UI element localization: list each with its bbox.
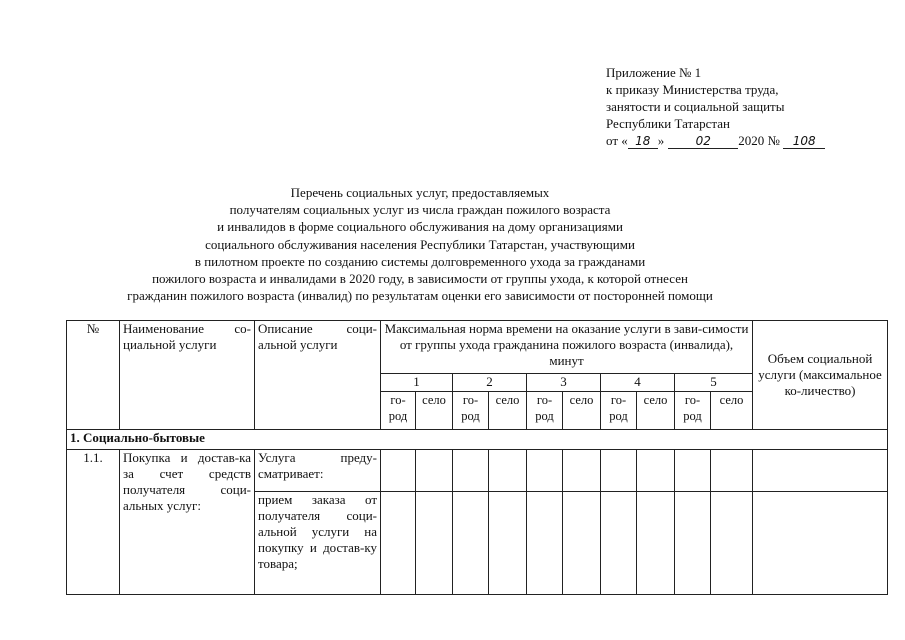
empty-cell <box>563 450 601 492</box>
village-header: село <box>489 392 527 430</box>
city-header: го-род <box>381 392 416 430</box>
empty-cell <box>637 450 675 492</box>
empty-cell <box>381 450 416 492</box>
city-header: го-род <box>675 392 711 430</box>
header-max-norm: Максимальная норма времени на оказание услуги в зави-симости от группы ухода гражданина пожилого возраста (инвалида), минут <box>381 321 753 374</box>
date-day: 18 <box>628 135 658 149</box>
group-4: 4 <box>601 374 675 392</box>
empty-cell <box>527 450 563 492</box>
document-title <box>100 184 740 304</box>
empty-cell <box>489 492 527 595</box>
village-header: село <box>416 392 453 430</box>
empty-cell <box>527 492 563 595</box>
header-description: Описание соци-альной услуги <box>255 321 381 430</box>
date-month: 02 <box>668 135 738 149</box>
group-1: 1 <box>381 374 453 392</box>
empty-cell <box>753 450 888 492</box>
header-service-name: Наименование со-циальной услуги <box>120 321 255 430</box>
title-line: Перечень социальных услуг, предоставляемых <box>290 185 550 200</box>
empty-cell <box>601 492 637 595</box>
row-description-intro: Услуга преду-сматривает: <box>255 450 381 492</box>
empty-cell <box>711 492 753 595</box>
appendix-line-4: Республики Татарстан <box>606 116 730 131</box>
empty-cell <box>416 492 453 595</box>
title-line: в пилотном проекте по созданию системы долговременного ухода за гражданами <box>194 253 646 269</box>
date-prefix: от « <box>606 133 628 148</box>
table-row <box>67 450 888 492</box>
appendix-block <box>606 64 825 149</box>
appendix-date-line <box>606 132 825 149</box>
empty-cell <box>675 450 711 492</box>
appendix-line-3: занятости и социальной защиты <box>606 99 785 114</box>
row-service-name: Покупка и достав-ка за счет средств получателя соци-альных услуг: <box>120 450 255 595</box>
empty-cell <box>675 492 711 595</box>
city-header: го-род <box>601 392 637 430</box>
title-line: пожилого возраста и инвалидами в 2020 году, в зависимости от группы ухода, к которой отнесен <box>152 271 688 287</box>
empty-cell <box>601 450 637 492</box>
empty-cell <box>453 492 489 595</box>
empty-cell <box>416 450 453 492</box>
date-year: 2020 № <box>738 133 780 148</box>
empty-cell <box>711 450 753 492</box>
title-line: получателям социальных услуг из числа граждан пожилого возраста <box>229 202 611 218</box>
empty-cell <box>489 450 527 492</box>
header-num: № <box>67 321 120 430</box>
section-title: 1. Социально-бытовые <box>67 430 888 450</box>
order-number: 108 <box>783 135 825 149</box>
group-3: 3 <box>527 374 601 392</box>
appendix-line-2: к приказу Министерства труда, <box>606 82 779 97</box>
date-mid: » <box>657 133 665 148</box>
city-header: го-род <box>453 392 489 430</box>
village-header: село <box>711 392 753 430</box>
section-row <box>67 430 888 450</box>
group-5: 5 <box>675 374 753 392</box>
header-volume: Объем социальной услуги (максимальное ко-личество) <box>753 321 888 430</box>
services-table <box>66 320 888 595</box>
village-header: село <box>637 392 675 430</box>
village-header: село <box>563 392 601 430</box>
title-line: гражданин пожилого возраста (инвалид) по результатам оценки его зависимости от посторонней помощи <box>127 288 713 304</box>
appendix-line-1: Приложение № 1 <box>606 65 702 80</box>
title-line: и инвалидов в форме социального обслуживания на дому организациями <box>217 219 623 235</box>
group-2: 2 <box>453 374 527 392</box>
city-header: го-род <box>527 392 563 430</box>
empty-cell <box>453 450 489 492</box>
empty-cell <box>637 492 675 595</box>
empty-cell <box>563 492 601 595</box>
title-line: социального обслуживания населения Республики Татарстан, участвующими <box>205 236 635 252</box>
header-row <box>67 321 888 374</box>
row-description-item: прием заказа от получателя соци-альной услуги на покупку и достав-ку товара; <box>255 492 381 595</box>
row-num: 1.1. <box>67 450 120 595</box>
empty-cell <box>381 492 416 595</box>
empty-cell <box>753 492 888 595</box>
